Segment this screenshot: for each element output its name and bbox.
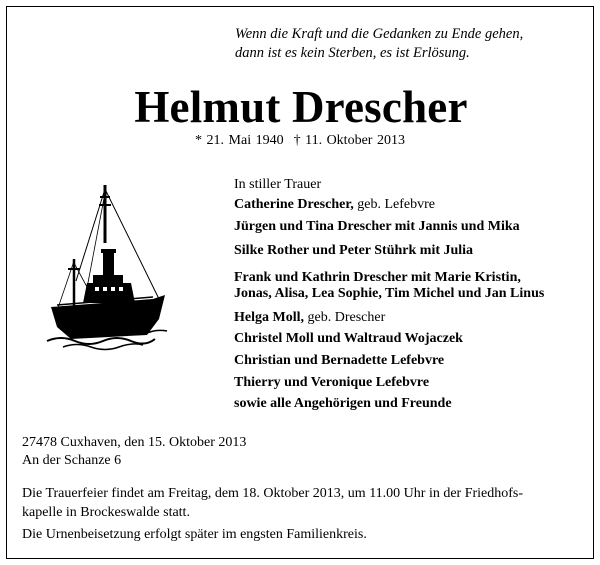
burial-info: Die Urnenbeisetzung erfolgt später im engsten Familienkreis. (22, 527, 367, 542)
quote-line: Wenn die Kraft und die Gedanken zu Ende gehen, (235, 26, 524, 42)
list-item: Christel Moll und Waltraud Wojaczek (234, 331, 463, 346)
memorial-quote (235, 25, 585, 63)
mourning-intro: In stiller Trauer (234, 177, 322, 192)
address-block (22, 434, 246, 470)
funeral-service-info (22, 484, 587, 522)
list-item: Jonas, Alisa, Lea Sophie, Tim Michel und Jan Linus (234, 286, 545, 301)
list-item (234, 309, 385, 327)
life-dates (7, 132, 593, 150)
death-date: † 11. Oktober 2013 (293, 133, 405, 148)
mourner-name: Helga Moll, (234, 310, 304, 325)
mourner-name: Catherine Drescher, (234, 197, 354, 212)
birth-date: * 21. Mai 1940 (195, 133, 284, 148)
place-date: 27478 Cuxhaven, den 15. Oktober 2013 (22, 435, 247, 450)
deceased-name: Helmut Drescher (134, 82, 468, 132)
service-line: Die Trauerfeier findet am Freitag, dem 18. Oktober 2013, um 11.00 Uhr in der Friedhofs- (22, 486, 524, 501)
list-item (234, 196, 435, 214)
quote-line: dann ist es kein Sterben, es ist Erlösung. (235, 45, 470, 61)
mourner-note: geb. Lefebvre (353, 197, 435, 212)
list-item: Frank und Kathrin Drescher mit Marie Kristin, (234, 270, 521, 285)
list-item: Thierry und Veronique Lefebvre (234, 375, 430, 390)
mourner-note: geb. Drescher (304, 310, 386, 325)
list-item: Silke Rother und Peter Stührk mit Julia (234, 243, 474, 258)
list-item: Christian und Bernadette Lefebvre (234, 353, 445, 368)
ship-icon (43, 183, 169, 353)
obituary-notice (6, 6, 594, 559)
list-item: sowie alle Angehörigen und Freunde (234, 396, 452, 411)
street-address: An der Schanze 6 (22, 453, 122, 468)
list-item: Jürgen und Tina Drescher mit Jannis und Mika (234, 219, 520, 234)
service-line: kapelle in Brockeswalde statt. (22, 505, 190, 520)
